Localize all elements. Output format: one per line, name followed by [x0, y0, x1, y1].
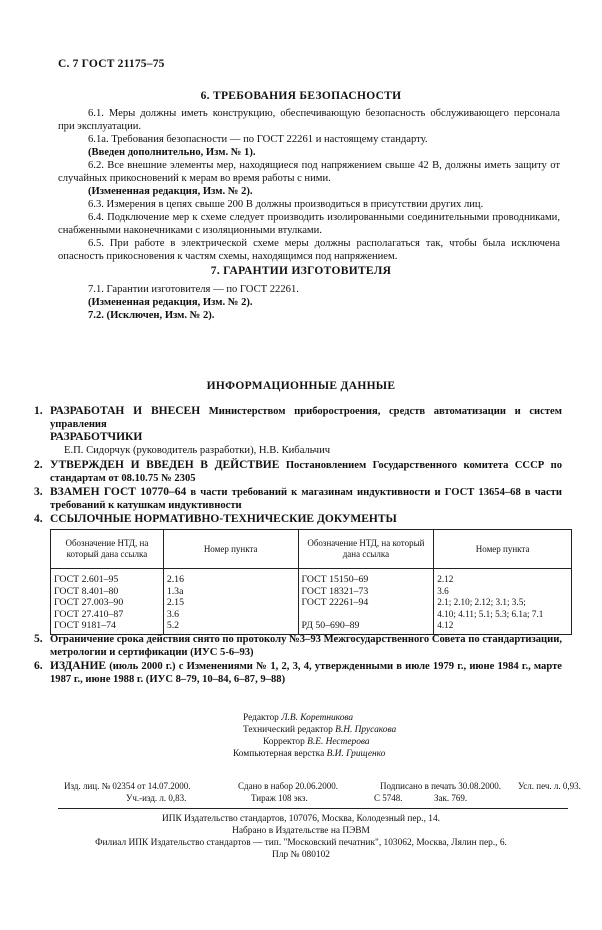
footer-printer: Филиал ИПК Издательство стандартов — тип. "Московский печатник", 103062, Москва, Лялин пер., 6. [95, 838, 507, 848]
col-header-doc-left: Обозначение НТД, на который дана ссылка [51, 530, 164, 569]
right-doc-cells: ГОСТ 15150–69 ГОСТ 18321–73 ГОСТ 22261–94 РД 50–690–89 [298, 569, 434, 635]
developers-names: Е.П. Сидорчук (руководитель разработки), Н.В. Кибальчич [64, 445, 331, 456]
info-item-1 [34, 405, 562, 457]
para-7-1: 7.1. Гарантии изготовителя — по ГОСТ 22261. [88, 284, 299, 295]
para-7-2-text: 7.2. (Исключен, Изм. № 2). [88, 310, 215, 321]
footer-typeset: Набрано в Издательстве на ПЭВМ [232, 826, 370, 836]
info-item-3-num: 3. [34, 486, 43, 498]
info-item-6 [34, 660, 562, 686]
info-item-2-caption: УТВЕРЖДЕН И ВВЕДЕН В ДЕЙСТВИЕ [50, 459, 280, 471]
credit-editor-label: Редактор [243, 713, 279, 723]
para-6-2-note: (Измененная редакция, Изм. № 2). [88, 186, 253, 197]
publish-edit-sheets: Уч.-изд. л. 0,83. [126, 793, 187, 803]
credit-layout [233, 749, 385, 759]
info-item-6-text: (июль 2000 г.) с Изменениями № 1, 2, 3, 4, утвержденными в июле 1979 г., июне 1984 г., марте 1987 г., июне 1988 г. (ИУС 8–79, 10–84, 6–87, 9–88) [50, 661, 563, 685]
credit-editor [243, 713, 353, 723]
info-item-3 [34, 486, 562, 512]
info-item-6-caption: ИЗДАНИЕ [50, 660, 107, 672]
info-item-2 [34, 459, 562, 485]
info-item-4-num: 4. [34, 513, 43, 525]
para-6-4: 6.4. Подключение мер к схеме следует производить изолированными соединительными проводниками, снабженными наконечниками с изоляционными втулками. [58, 212, 560, 236]
credit-corr-label: Корректор [263, 737, 305, 747]
page-header: С. 7 ГОСТ 21175–75 [58, 58, 165, 70]
col-header-item-right: Номер пункта [434, 530, 572, 569]
reference-table [50, 529, 572, 635]
info-item-1-text: Министерством приборостроения, средств автоматизации и систем управления [50, 406, 562, 430]
info-item-4 [34, 513, 562, 526]
info-item-2-num: 2. [34, 459, 43, 471]
para-6-1: 6.1. Меры должны иметь конструкцию, обеспечивающую безопасность обслуживающего персонала при эксплуатации. [58, 108, 560, 132]
credit-tech-name: В.Н. Прусакова [335, 725, 397, 735]
credit-layout-label: Компьютерная верстка [233, 749, 325, 759]
section-6-title: 6. ТРЕБОВАНИЯ БЕЗОПАСНОСТИ [200, 90, 402, 102]
para-6-1a: 6.1а. Требования безопасности — по ГОСТ 22261 и настоящему стандарту. [88, 134, 428, 145]
footer-license: Плр № 080102 [272, 850, 330, 860]
info-item-4-caption: ССЫЛОЧНЫЕ НОРМАТИВНО-ТЕХНИЧЕСКИЕ ДОКУМЕНТЫ [50, 513, 397, 525]
publish-sign-date: Подписано в печать 30.08.2000. [380, 781, 502, 791]
developers-list [64, 444, 562, 457]
info-item-1-caption: РАЗРАБОТАН И ВНЕСЕН [50, 405, 201, 417]
info-item-2-text: Постановлением Государственного комитета СССР по стандартам от 08.10.75 № 2305 [50, 460, 563, 484]
para-6-1a-note: (Введен дополнительно, Изм. № 1). [88, 147, 256, 158]
info-item-6-num: 6. [34, 660, 43, 672]
publish-order: Зак. 769. [434, 793, 468, 803]
publish-code: С 5748. [374, 793, 403, 803]
credit-tech-editor [243, 725, 396, 735]
credit-editor-name: Л.В. Коретникова [281, 713, 354, 723]
col-header-doc-right: Обозначение НТД, на который дана ссылка [298, 530, 434, 569]
para-6-2: 6.2. Все внешние элементы мер, находящиеся под напряжением свыше 42 В, должны иметь защиту от случайных прикосновений к мерам во время работы с ними. [58, 160, 560, 184]
info-item-5-num: 5. [34, 633, 43, 645]
para-7-2 [88, 309, 214, 322]
publish-circulation: Тираж 108 экз. [251, 793, 308, 803]
para-6-5: 6.5. При работе в электрической схеме меры должны располагаться так, чтобы была исключена опасность прикосновения к частям схемы, находящимся под напряжением. [58, 238, 560, 262]
info-item-1-num: 1. [34, 405, 43, 417]
para-7-1-note: (Измененная редакция, Изм. № 2). [88, 297, 253, 308]
para-6-3: 6.3. Измерения в цепях свыше 200 В должны производиться в присутствии других лиц. [88, 199, 484, 210]
right-item-cells: 2.12 3.6 2.1; 2.10; 2.12; 3.1; 3.5; 4.10; 4.11; 5.1; 5.3; 6.1а; 7.1 4.12 [434, 569, 572, 635]
info-item-5 [34, 633, 562, 659]
section-7-title: 7. ГАРАНТИИ ИЗГОТОВИТЕЛЯ [210, 265, 392, 277]
publish-license: Изд. лиц. № 02354 от 14.07.2000. [64, 781, 191, 791]
footer-publisher: ИПК Издательство стандартов, 107076, Москва, Колодезный пер., 14. [161, 814, 440, 824]
publish-typeset-date: Сдано в набор 20.06.2000. [238, 781, 339, 791]
info-item-3-text: в части требований к магазинам индуктивности и ГОСТ 13654–68 в части требований к катушкам индуктивности [50, 487, 562, 511]
info-item-3-caption: ВЗАМЕН ГОСТ 10770–64 [50, 486, 187, 498]
info-item-5-text: Ограничение срока действия снято по протоколу №3–93 Межгосударственного Совета по стандартизации, метрологии и сертификации (ИУС 5-6–93) [50, 634, 562, 658]
credit-layout-name: В.И. Грищенко [326, 749, 386, 759]
left-item-cells: 2.16 1.3а 2.15 3.6 5.2 [163, 569, 298, 635]
info-title: ИНФОРМАЦИОННЫЕ ДАННЫЕ [206, 380, 396, 392]
left-doc-cells: ГОСТ 2.601–95 ГОСТ 8.401–80 ГОСТ 27.003–90 ГОСТ 27.410–87 ГОСТ 9181–74 [51, 569, 164, 635]
credit-tech-label: Технический редактор [243, 725, 333, 735]
developers-caption: РАЗРАБОТЧИКИ [50, 431, 143, 443]
credit-corrector [263, 737, 370, 747]
credit-corr-name: В.Е. Нестерова [307, 737, 370, 747]
publish-print-sheets: Усл. печ. л. 0,93. [518, 781, 581, 791]
footer-divider [58, 808, 568, 809]
col-header-item-left: Номер пункта [163, 530, 298, 569]
